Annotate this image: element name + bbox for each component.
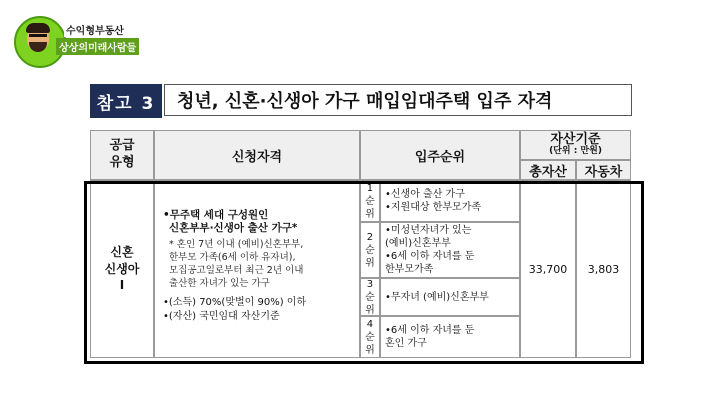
qual-asset: •(자산) 국민임대 자산기준 [163, 311, 280, 322]
logo-bottom-text: 상상의미래사람들 [56, 38, 139, 55]
total-assets-value: 33,700 [520, 180, 576, 358]
car-value: 3,803 [576, 180, 631, 358]
header-supply-type: 공급 유형 [90, 130, 154, 180]
supply-type-cell: 신혼 신생아 Ⅰ [90, 180, 154, 358]
page-title: 청년, 신혼·신생아 가구 매입임대주택 입주 자격 [164, 84, 632, 116]
rank-4-number: 4 순 위 [360, 316, 380, 358]
header-car: 자동차 [576, 160, 631, 180]
avatar-glasses [29, 34, 47, 42]
logo-top-text: 수익형부동산 [64, 22, 126, 37]
header-asset [520, 130, 631, 160]
rank-2-number: 2 순 위 [360, 222, 380, 278]
rank-1-number: 1 순 위 [360, 180, 380, 222]
header-order: 입주순위 [360, 130, 520, 180]
reference-tag: 참고 3 [90, 84, 162, 118]
qual-income: •(소득) 70%(맞벌이 90%) 이하 [163, 296, 307, 308]
header-asset-label: 자산기준 [550, 131, 601, 147]
qual-note: * 혼인 7년 이내 (예비)신혼부부, 한부모 가족(6세 이하 유자녀), 모집공고일로부터 최근 2년 이내 출산한 자녀가 있는 가구 [169, 239, 304, 289]
rank-3-items: •무자녀 (예비)신혼부부 [380, 278, 520, 316]
header-qualification: 신청자격 [154, 130, 360, 180]
qual-line-2: 신혼부부·신생아 출산 가구* [169, 222, 298, 235]
avatar-hair [26, 23, 50, 33]
logo [8, 14, 137, 64]
rank-2-items: •미성년자녀가 있는 (예비)신혼부부 •6세 이하 자녀를 둔 한부모가족 [380, 222, 520, 278]
rank-1-items: •신생아 출산 가구 •지원대상 한부모가족 [380, 180, 520, 222]
header-asset-unit: (단위 : 만원) [549, 146, 602, 157]
header-total-assets: 총자산 [520, 160, 576, 180]
highlight-frame [84, 181, 644, 364]
rank-3-number: 3 순 위 [360, 278, 380, 316]
rank-4-items: •6세 이하 자녀를 둔 혼인 가구 [380, 316, 520, 358]
qual-line-1: •무주택 세대 구성원인 [163, 209, 269, 221]
